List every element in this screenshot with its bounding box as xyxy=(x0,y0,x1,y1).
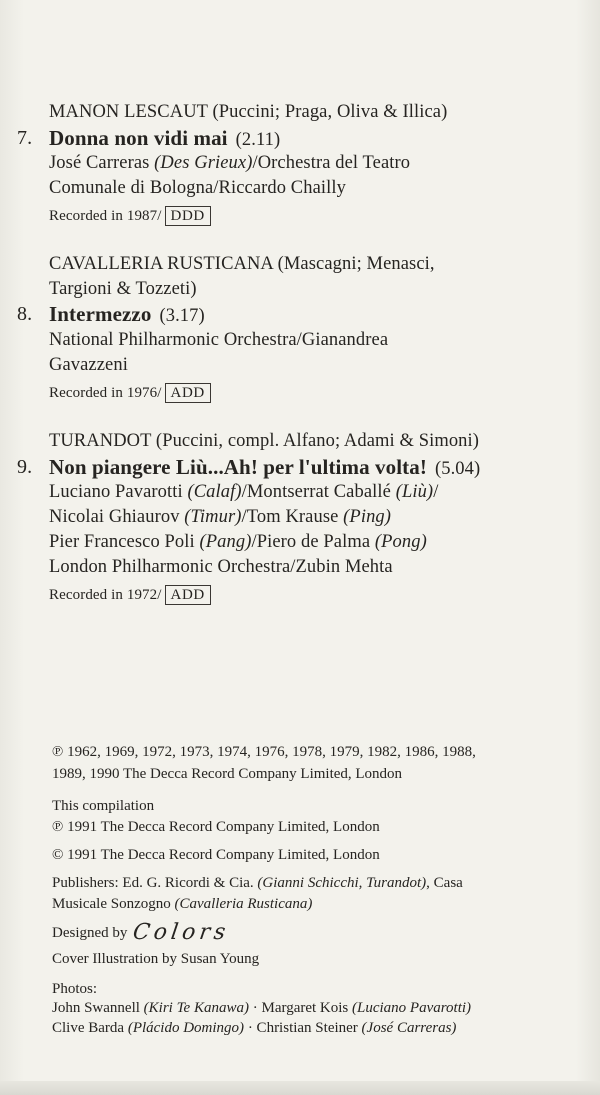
recorded-year: Recorded in 1972/ xyxy=(49,587,162,603)
credit-text: /Piero de Palma xyxy=(251,532,375,552)
track-title-line xyxy=(49,303,205,327)
credit-line xyxy=(49,152,410,174)
credit-line xyxy=(49,354,128,376)
credit-text: London Philharmonic Orchestra/Zubin Mehta xyxy=(49,557,393,577)
photographer: · Margaret Kois xyxy=(248,1000,353,1016)
credit-role: (Pang) xyxy=(199,532,252,552)
phonogram-owner: 1989, 1990 The Decca Record Company Limited, London xyxy=(52,766,403,782)
track-duration: (3.17) xyxy=(159,306,205,326)
track-duration: (2.11) xyxy=(235,130,281,150)
track-number: 8. xyxy=(17,303,33,325)
opera-heading-cont: Targioni & Tozzeti) xyxy=(49,279,197,299)
credit-text: /Orchestra del Teatro xyxy=(252,153,411,173)
publishers-line-cont xyxy=(52,894,312,915)
track-duration: (5.04) xyxy=(434,459,481,479)
credit-role: (Calaf) xyxy=(187,482,242,502)
compilation-phonogram: ℗ 1991 The Decca Record Company Limited, London xyxy=(52,819,380,835)
photo-subject: (Plácido Domingo) xyxy=(127,1020,245,1036)
credit-text: Gavazzeni xyxy=(49,355,128,375)
recorded-line xyxy=(49,585,211,605)
credit-text: /Tom Krause xyxy=(241,507,344,527)
designed-by-line xyxy=(52,922,230,944)
credit-role: (Liù) xyxy=(395,482,434,502)
track-number: 9. xyxy=(17,456,33,478)
publishers-text: , Casa xyxy=(426,875,463,891)
compilation-label: This compilation xyxy=(52,798,155,814)
photo-credit-line xyxy=(52,1018,456,1039)
publishers-text: Musicale Sonzogno xyxy=(52,896,175,912)
publishers-text: Publishers: Ed. G. Ricordi & Cia. xyxy=(52,875,258,891)
track-title-line xyxy=(49,456,480,480)
recorded-year: Recorded in 1987/ xyxy=(49,208,162,224)
track-title: Donna non vidi mai xyxy=(49,126,228,150)
credit-line xyxy=(49,506,391,528)
publishers-works: (Cavalleria Rusticana) xyxy=(174,896,313,912)
recorded-line xyxy=(49,383,211,403)
credit-text: Luciano Pavarotti xyxy=(49,482,188,502)
credit-text: Nicolai Ghiaurov xyxy=(49,507,185,527)
credit-line xyxy=(49,481,438,503)
credit-text: / xyxy=(433,482,439,502)
recorded-year: Recorded in 1976/ xyxy=(49,385,162,401)
track-title: Intermezzo xyxy=(49,302,152,326)
photographer: · Christian Steiner xyxy=(244,1020,362,1036)
photographer: John Swannell xyxy=(52,1000,144,1016)
photo-subject: (Luciano Pavarotti) xyxy=(352,1000,472,1016)
designed-by-label: Designed by xyxy=(52,925,128,941)
track-title: Non piangere Liù...Ah! per l'ultima volta! xyxy=(49,455,427,479)
credit-role: (Timur) xyxy=(184,507,242,527)
track-number: 7. xyxy=(17,127,33,149)
photo-subject: (Kiri Te Kanawa) xyxy=(143,1000,249,1016)
spars-code: ADD xyxy=(165,585,211,605)
opera-heading: TURANDOT (Puccini, compl. Alfano; Adami & Simoni) xyxy=(49,431,480,451)
credit-line xyxy=(49,177,346,199)
credit-text: José Carreras xyxy=(49,153,155,173)
recorded-line xyxy=(49,206,211,226)
credit-text: Comunale di Bologna/Riccardo Chailly xyxy=(49,178,346,198)
cover-illustration-credit: Cover Illustration by Susan Young xyxy=(52,951,260,967)
publishers-line xyxy=(52,873,463,894)
track-title-line xyxy=(49,127,280,151)
credit-role: (Ping) xyxy=(343,507,392,527)
credit-line xyxy=(49,329,388,351)
credit-role: (Des Grieux) xyxy=(154,153,253,173)
spars-code: ADD xyxy=(165,383,211,403)
designer-signature: Colors xyxy=(131,920,232,945)
credit-line xyxy=(49,556,393,578)
spars-code: DDD xyxy=(165,206,211,226)
page-edge xyxy=(0,1081,600,1095)
photographer: Clive Barda xyxy=(52,1020,128,1036)
copyright-line: © 1991 The Decca Record Company Limited, London xyxy=(52,847,380,863)
photos-label: Photos: xyxy=(52,981,98,997)
opera-heading: MANON LESCAUT (Puccini; Praga, Oliva & Illica) xyxy=(49,102,448,122)
opera-heading: CAVALLERIA RUSTICANA (Mascagni; Menasci, xyxy=(49,254,435,274)
credit-text: National Philharmonic Orchestra/Gianandrea xyxy=(49,330,389,350)
credit-role: (Pong) xyxy=(374,532,427,552)
credit-line xyxy=(49,531,427,553)
publishers-works: (Gianni Schicchi, Turandot) xyxy=(257,875,427,891)
photo-credit-line xyxy=(52,998,471,1019)
photo-subject: (José Carreras) xyxy=(361,1020,457,1036)
credit-text: /Montserrat Caballé xyxy=(241,482,396,502)
credit-text: Pier Francesco Poli xyxy=(49,532,200,552)
phonogram-years: ℗ 1962, 1969, 1972, 1973, 1974, 1976, 1978, 1979, 1982, 1986, 1988, xyxy=(52,744,476,760)
